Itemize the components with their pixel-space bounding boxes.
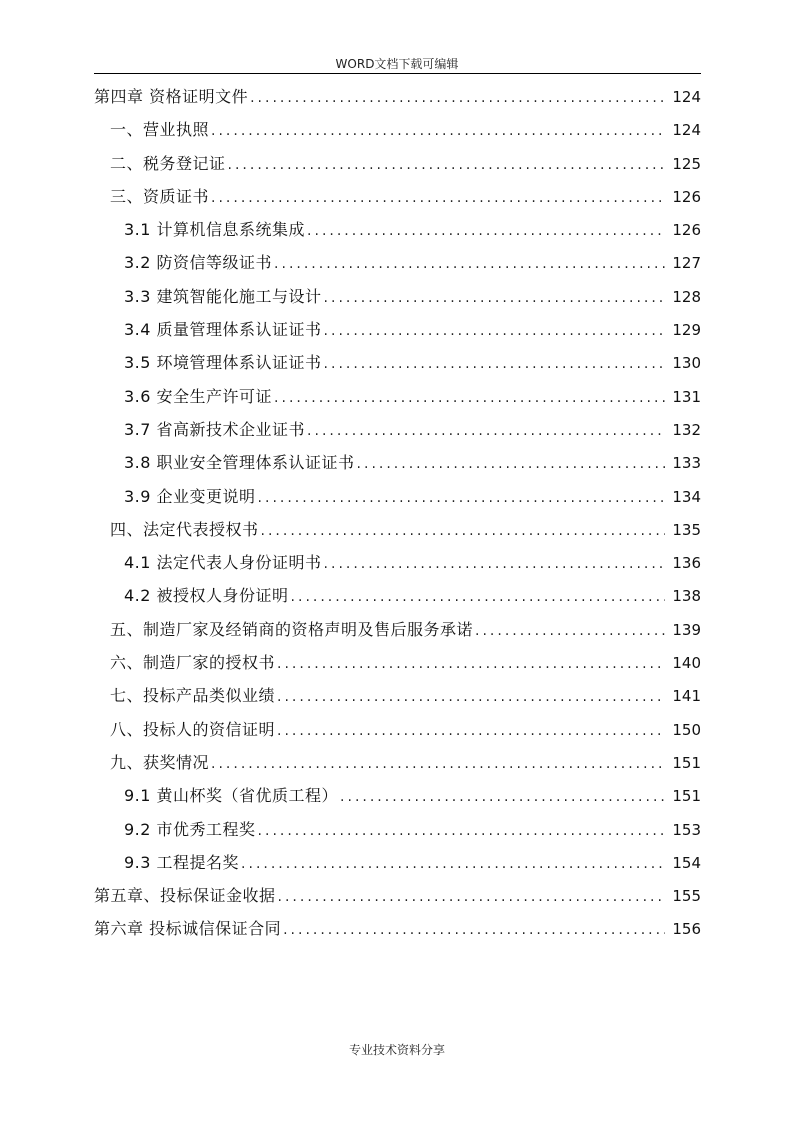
toc-entry[interactable]	[94, 513, 701, 546]
toc-entry-title: 三、资质证书	[110, 186, 210, 206]
toc-dot-leader	[357, 448, 665, 481]
toc-dot-leader	[261, 515, 665, 548]
toc-entry-page-number: 127	[672, 254, 701, 273]
toc-entry-page-number: 151	[672, 787, 701, 806]
toc-entry[interactable]	[94, 679, 701, 712]
toc-dot-leader	[211, 182, 665, 215]
toc-entry-page-number: 133	[672, 454, 701, 473]
toc-dot-leader	[475, 615, 665, 648]
toc-dot-leader	[258, 815, 665, 848]
toc-dot-leader	[307, 415, 665, 448]
toc-entry[interactable]	[94, 746, 701, 779]
toc-entry[interactable]	[94, 646, 701, 679]
toc-entry-page-number: 138	[672, 587, 701, 606]
toc-dot-leader	[307, 215, 665, 248]
toc-entry-title: 3.6 安全生产许可证	[124, 386, 273, 406]
toc-entry-page-number: 126	[672, 187, 701, 206]
toc-entry[interactable]	[94, 113, 701, 146]
toc-entry[interactable]	[94, 480, 701, 513]
toc-dot-leader	[274, 382, 665, 415]
toc-entry-page-number: 151	[672, 753, 701, 772]
toc-entry-title: 4.2 被授权人身份证明	[124, 586, 289, 606]
toc-entry-title: 五、制造厂家及经销商的资格声明及售后服务承诺	[110, 619, 474, 639]
toc-entry-page-number: 125	[672, 154, 701, 173]
toc-entry-title: 第四章 资格证明文件	[94, 87, 249, 106]
toc-entry-page-number: 135	[672, 520, 701, 539]
toc-dot-leader	[277, 715, 665, 748]
toc-entry[interactable]	[94, 80, 701, 113]
toc-entry-title: 八、投标人的资信证明	[110, 719, 276, 739]
toc-dot-leader	[324, 548, 665, 581]
toc-dot-leader	[211, 748, 665, 781]
toc-entry-title: 第五章、投标保证金收据	[94, 886, 276, 906]
toc-dot-leader	[211, 115, 665, 148]
toc-entry[interactable]	[94, 713, 701, 746]
header-divider	[94, 73, 701, 74]
toc-entry[interactable]	[94, 346, 701, 379]
table-of-contents	[94, 80, 701, 946]
toc-dot-leader	[291, 581, 665, 614]
toc-entry-title: 二、税务登记证	[110, 153, 226, 173]
toc-entry[interactable]	[94, 912, 701, 945]
toc-entry[interactable]	[94, 879, 701, 912]
toc-entry[interactable]	[94, 846, 701, 879]
toc-dot-leader	[241, 848, 665, 881]
toc-dot-leader	[324, 282, 665, 315]
toc-dot-leader	[277, 648, 665, 681]
toc-entry[interactable]	[94, 813, 701, 846]
toc-entry-page-number: 124	[672, 88, 701, 106]
toc-entry-title: 3.1 计算机信息系统集成	[124, 220, 306, 240]
toc-entry[interactable]	[94, 313, 701, 346]
toc-entry-title: 4.1 法定代表人身份证明书	[124, 553, 322, 573]
toc-dot-leader	[278, 881, 665, 914]
toc-dot-leader	[258, 482, 665, 515]
toc-dot-leader	[274, 248, 665, 281]
toc-entry-title: 3.4 质量管理体系认证证书	[124, 320, 322, 340]
toc-entry[interactable]	[94, 779, 701, 812]
toc-entry-title: 第六章 投标诚信保证合同	[94, 919, 282, 939]
toc-entry-page-number: 153	[672, 820, 701, 839]
toc-entry[interactable]	[94, 446, 701, 479]
toc-dot-leader	[250, 82, 665, 115]
toc-entry[interactable]	[94, 613, 701, 646]
toc-entry-title: 3.5 环境管理体系认证证书	[124, 353, 322, 373]
toc-entry-title: 3.2 防资信等级证书	[124, 253, 273, 273]
toc-entry-title: 9.1 黄山杯奖（省优质工程）	[124, 786, 339, 806]
toc-entry[interactable]	[94, 579, 701, 612]
toc-entry-title: 9.2 市优秀工程奖	[124, 819, 256, 839]
toc-entry-page-number: 136	[672, 554, 701, 573]
toc-dot-leader	[228, 149, 665, 182]
toc-entry[interactable]	[94, 180, 701, 213]
toc-entry-page-number: 132	[672, 420, 701, 439]
toc-entry-page-number: 131	[672, 387, 701, 406]
toc-entry-title: 3.7 省高新技术企业证书	[124, 419, 306, 439]
toc-entry[interactable]	[94, 546, 701, 579]
toc-entry-title: 3.9 企业变更说明	[124, 486, 256, 506]
toc-dot-leader	[277, 681, 665, 714]
toc-entry-page-number: 154	[672, 853, 701, 872]
toc-dot-leader	[324, 348, 665, 381]
toc-entry-page-number: 130	[672, 354, 701, 373]
toc-entry[interactable]	[94, 380, 701, 413]
toc-dot-leader	[340, 781, 665, 814]
toc-entry-page-number: 150	[672, 720, 701, 739]
toc-entry-page-number: 126	[672, 221, 701, 240]
toc-entry-page-number: 124	[672, 121, 701, 140]
toc-entry[interactable]	[94, 280, 701, 313]
page-footer: 专业技术资料分享	[348, 1043, 445, 1057]
toc-entry[interactable]	[94, 147, 701, 180]
toc-entry[interactable]	[94, 413, 701, 446]
toc-entry-page-number: 155	[672, 887, 701, 906]
toc-entry-page-number: 134	[672, 487, 701, 506]
toc-entry[interactable]	[94, 246, 701, 279]
toc-entry-title: 3.8 职业安全管理体系认证证书	[124, 453, 355, 473]
toc-dot-leader	[283, 914, 665, 947]
toc-entry-title: 七、投标产品类似业绩	[110, 686, 276, 706]
toc-entry-page-number: 140	[672, 654, 701, 673]
toc-entry-title: 一、营业执照	[110, 120, 210, 140]
toc-entry-page-number: 139	[672, 620, 701, 639]
toc-entry[interactable]	[94, 213, 701, 246]
toc-dot-leader	[324, 315, 665, 348]
toc-entry-title: 9.3 工程提名奖	[124, 852, 240, 872]
toc-entry-title: 3.3 建筑智能化施工与设计	[124, 286, 322, 306]
toc-entry-page-number: 156	[672, 920, 701, 939]
toc-entry-title: 九、获奖情况	[110, 752, 210, 772]
toc-entry-title: 四、法定代表授权书	[110, 519, 259, 539]
toc-entry-page-number: 129	[672, 321, 701, 340]
toc-entry-page-number: 128	[672, 287, 701, 306]
toc-entry-title: 六、制造厂家的授权书	[110, 653, 276, 673]
page-header: WORD文档下载可编辑	[335, 57, 459, 71]
toc-entry-page-number: 141	[672, 687, 701, 706]
